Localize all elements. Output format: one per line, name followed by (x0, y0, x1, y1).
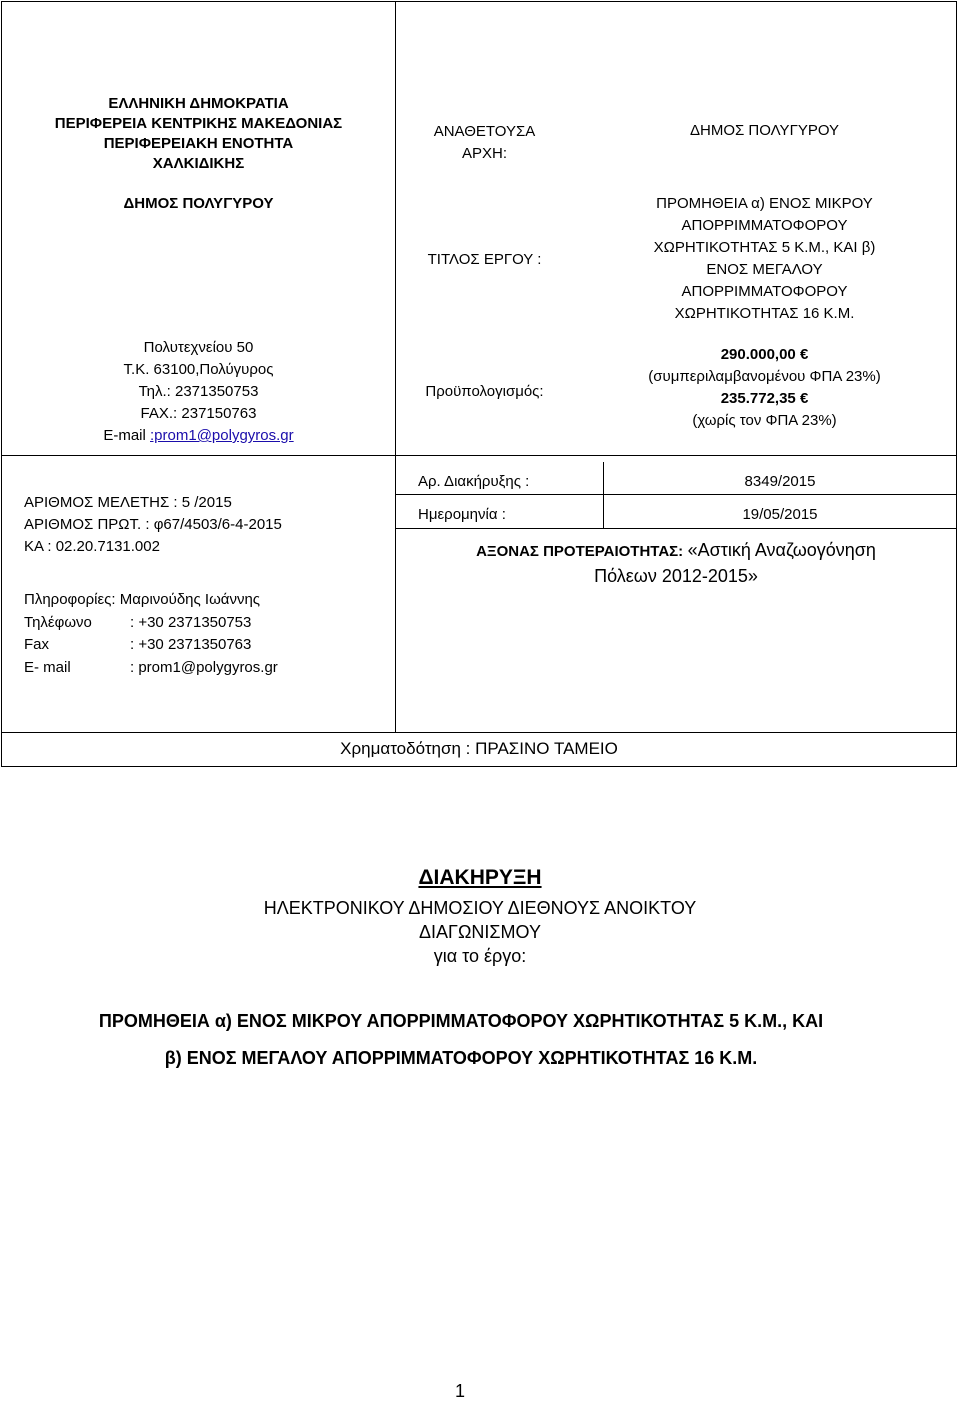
info-value: Μαρινούδης Ιωάννης (119, 591, 261, 608)
issuer-phone: Τηλ.: 2371350753 (138, 383, 259, 400)
fax-label: Fax (24, 636, 50, 653)
table-right-border (956, 1, 957, 766)
priority-axis-label: ΑΞΟΝΑΣ ΠΡΟΤΕΡΑΙΟΤΗΤΑΣ: (476, 543, 684, 560)
project-title-label: ΤΙΤΛΟΣ ΕΡΓΟΥ : (427, 251, 542, 268)
date-value: 19/05/2015 (742, 506, 818, 523)
study-number-label: ΑΡΙΘΜΟΣ ΜΕΛΕΤΗΣ : (24, 494, 178, 511)
project-title-line3: ΧΩΡΗΤΙΚΟΤΗΤΑΣ 5 Κ.Μ., ΚΑΙ β) (653, 239, 876, 256)
budget-without-vat-note: (χωρίς τον ΦΠΑ 23%) (692, 412, 837, 429)
priority-axis-line1 (396, 538, 956, 564)
issuer-block (2, 94, 395, 174)
issuer-contact-block (2, 337, 395, 447)
email-value: : prom1@polygyros.gr (130, 658, 278, 676)
table-bottom-border (1, 766, 957, 767)
issuer-postal: Τ.Κ. 63100,Πολύγυρος (123, 361, 274, 378)
email-label: E- mail (24, 658, 71, 676)
authority-label (396, 121, 573, 165)
announcement-subtitle-line2: ΔΙΑΓΩΝΙΣΜΟΥ (419, 922, 541, 942)
page-number: 1 (454, 1381, 465, 1401)
announcement-subtitle (0, 896, 960, 968)
authority-label-line1: ΑΝΑΘΕΤΟΥΣΑ (433, 123, 536, 140)
declaration-value: 8349/2015 (744, 473, 816, 490)
project-title-line4: ΕΝΟΣ ΜΕΓΑΛΟΥ (706, 261, 823, 278)
fax-value: : +30 2371350763 (130, 636, 252, 653)
issuer-municipality: ΔΗΜΟΣ ΠΟΛΥΓΥΡΟΥ (123, 195, 274, 212)
announcement-for-work: για το έργο: (433, 946, 527, 966)
budget-value (573, 344, 956, 432)
announcement-project-line1: ΠΡΟΜΗΘΕΙΑ α) ΕΝΟΣ ΜΙΚΡΟΥ ΑΠΟΡΡΙΜΜΑΤΟΦΟΡΟΥ ΧΩΡΗΤΙΚΟΤΗΤΑΣ 5 Κ.Μ., ΚΑΙ (98, 1011, 824, 1031)
project-title-value (573, 193, 956, 325)
ka-row (24, 536, 394, 558)
study-details (24, 492, 394, 558)
authority-label-line2: ΑΡΧΗ: (461, 145, 507, 162)
study-number-value: 5 /2015 (181, 494, 232, 511)
table-top-border (1, 1, 957, 2)
phone-row (24, 612, 394, 635)
issuer-country: ΕΛΛΗΝΙΚΗ ΔΗΜΟΚΡΑΤΙΑ (108, 95, 289, 112)
project-title-line6: ΧΩΡΗΤΙΚΟΤΗΤΑΣ 16 Κ.Μ. (674, 305, 855, 322)
budget-label: Προϋπολογισμός: (425, 383, 544, 400)
budget-with-vat: 290.000,00 € (720, 346, 809, 363)
priority-axis (396, 538, 956, 588)
priority-axis-value-line2: Πόλεων 2012-2015» (594, 566, 758, 586)
declaration-label: Αρ. Διακήρυξης : (418, 473, 530, 490)
header-bottom-border (1, 455, 957, 456)
protocol-label: ΑΡΙΘΜΟΣ ΠΡΩΤ. (24, 516, 142, 533)
study-number-row (24, 492, 394, 514)
project-title-line5: ΑΠΟΡΡΙΜΜΑΤΟΦΟΡΟΥ (681, 283, 848, 300)
info-row (24, 589, 394, 612)
project-title-line2: ΑΠΟΡΡΙΜΜΑΤΟΦΟΡΟΥ (681, 217, 848, 234)
tender-row2-divider (395, 528, 956, 529)
announcement-project (0, 1003, 922, 1077)
ka-value: : 02.20.7131.002 (47, 538, 160, 555)
phone-value: : +30 2371350753 (130, 613, 252, 631)
info-label: Πληροφορίες: (24, 591, 116, 608)
priority-axis-value-line1: «Αστική Αναζωογόνηση (687, 540, 876, 560)
announcement-project-line2: β) ΕΝΟΣ ΜΕΓΑΛΟΥ ΑΠΟΡΡΙΜΜΑΤΟΦΟΡΟΥ ΧΩΡΗΤΙΚΟΤΗΤΑΣ 16 Κ.Μ. (164, 1048, 758, 1068)
issuer-email (2, 425, 395, 447)
issuer-region-line1: ΠΕΡΙΦΕΡΕΙΑ ΚΕΝΤΡΙΚΗΣ ΜΑΚΕΔΟΝΙΑΣ (54, 115, 343, 132)
budget-without-vat: 235.772,35 € (720, 390, 809, 407)
contact-details (24, 589, 394, 679)
issuer-email-link[interactable]: :prom1@polygyros.gr (150, 427, 294, 444)
issuer-fax: FAX.: 237150763 (140, 405, 257, 422)
phone-label: Τηλέφωνο (24, 613, 92, 631)
ka-label: ΚΑ (24, 538, 44, 555)
date-label: Ημερομηνία : (418, 506, 506, 523)
issuer-region-line3: ΧΑΛΚΙΔΙΚΗΣ (152, 155, 245, 172)
protocol-row (24, 514, 394, 536)
issuer-email-label: E-mail (103, 427, 151, 444)
issuer-region-line2: ΠΕΡΙΦΕΡΕΙΑΚΗ ΕΝΟΤΗΤΑ (103, 135, 294, 152)
announcement-subtitle-line1: ΗΛΕΚΤΡΟΝΙΚΟΥ ΔΗΜΟΣΙΟΥ ΔΙΕΘΝΟΥΣ ΑΝΟΙΚΤΟΥ (263, 898, 697, 918)
email-row (24, 657, 394, 680)
protocol-value: : φ67/4503/6-4-2015 (145, 516, 282, 533)
project-title-line1: ΠΡΟΜΗΘΕΙΑ α) ΕΝΟΣ ΜΙΚΡΟΥ (656, 195, 873, 212)
tender-row1-divider (395, 494, 956, 495)
funding-source: Χρηματοδότηση : ΠΡΑΣΙΝΟ ΤΑΜΕΙΟ (340, 739, 618, 758)
table-middle-divider (395, 1, 396, 733)
budget-with-vat-note: (συμπεριλαμβανομένου ΦΠΑ 23%) (648, 368, 881, 385)
issuer-address: Πολυτεχνείου 50 (143, 339, 254, 356)
announcement-heading: ΔΙΑΚΗΡΥΞΗ (418, 866, 542, 889)
fax-row (24, 634, 394, 657)
authority-value: ΔΗΜΟΣ ΠΟΛΥΓΥΡΟΥ (689, 122, 840, 139)
